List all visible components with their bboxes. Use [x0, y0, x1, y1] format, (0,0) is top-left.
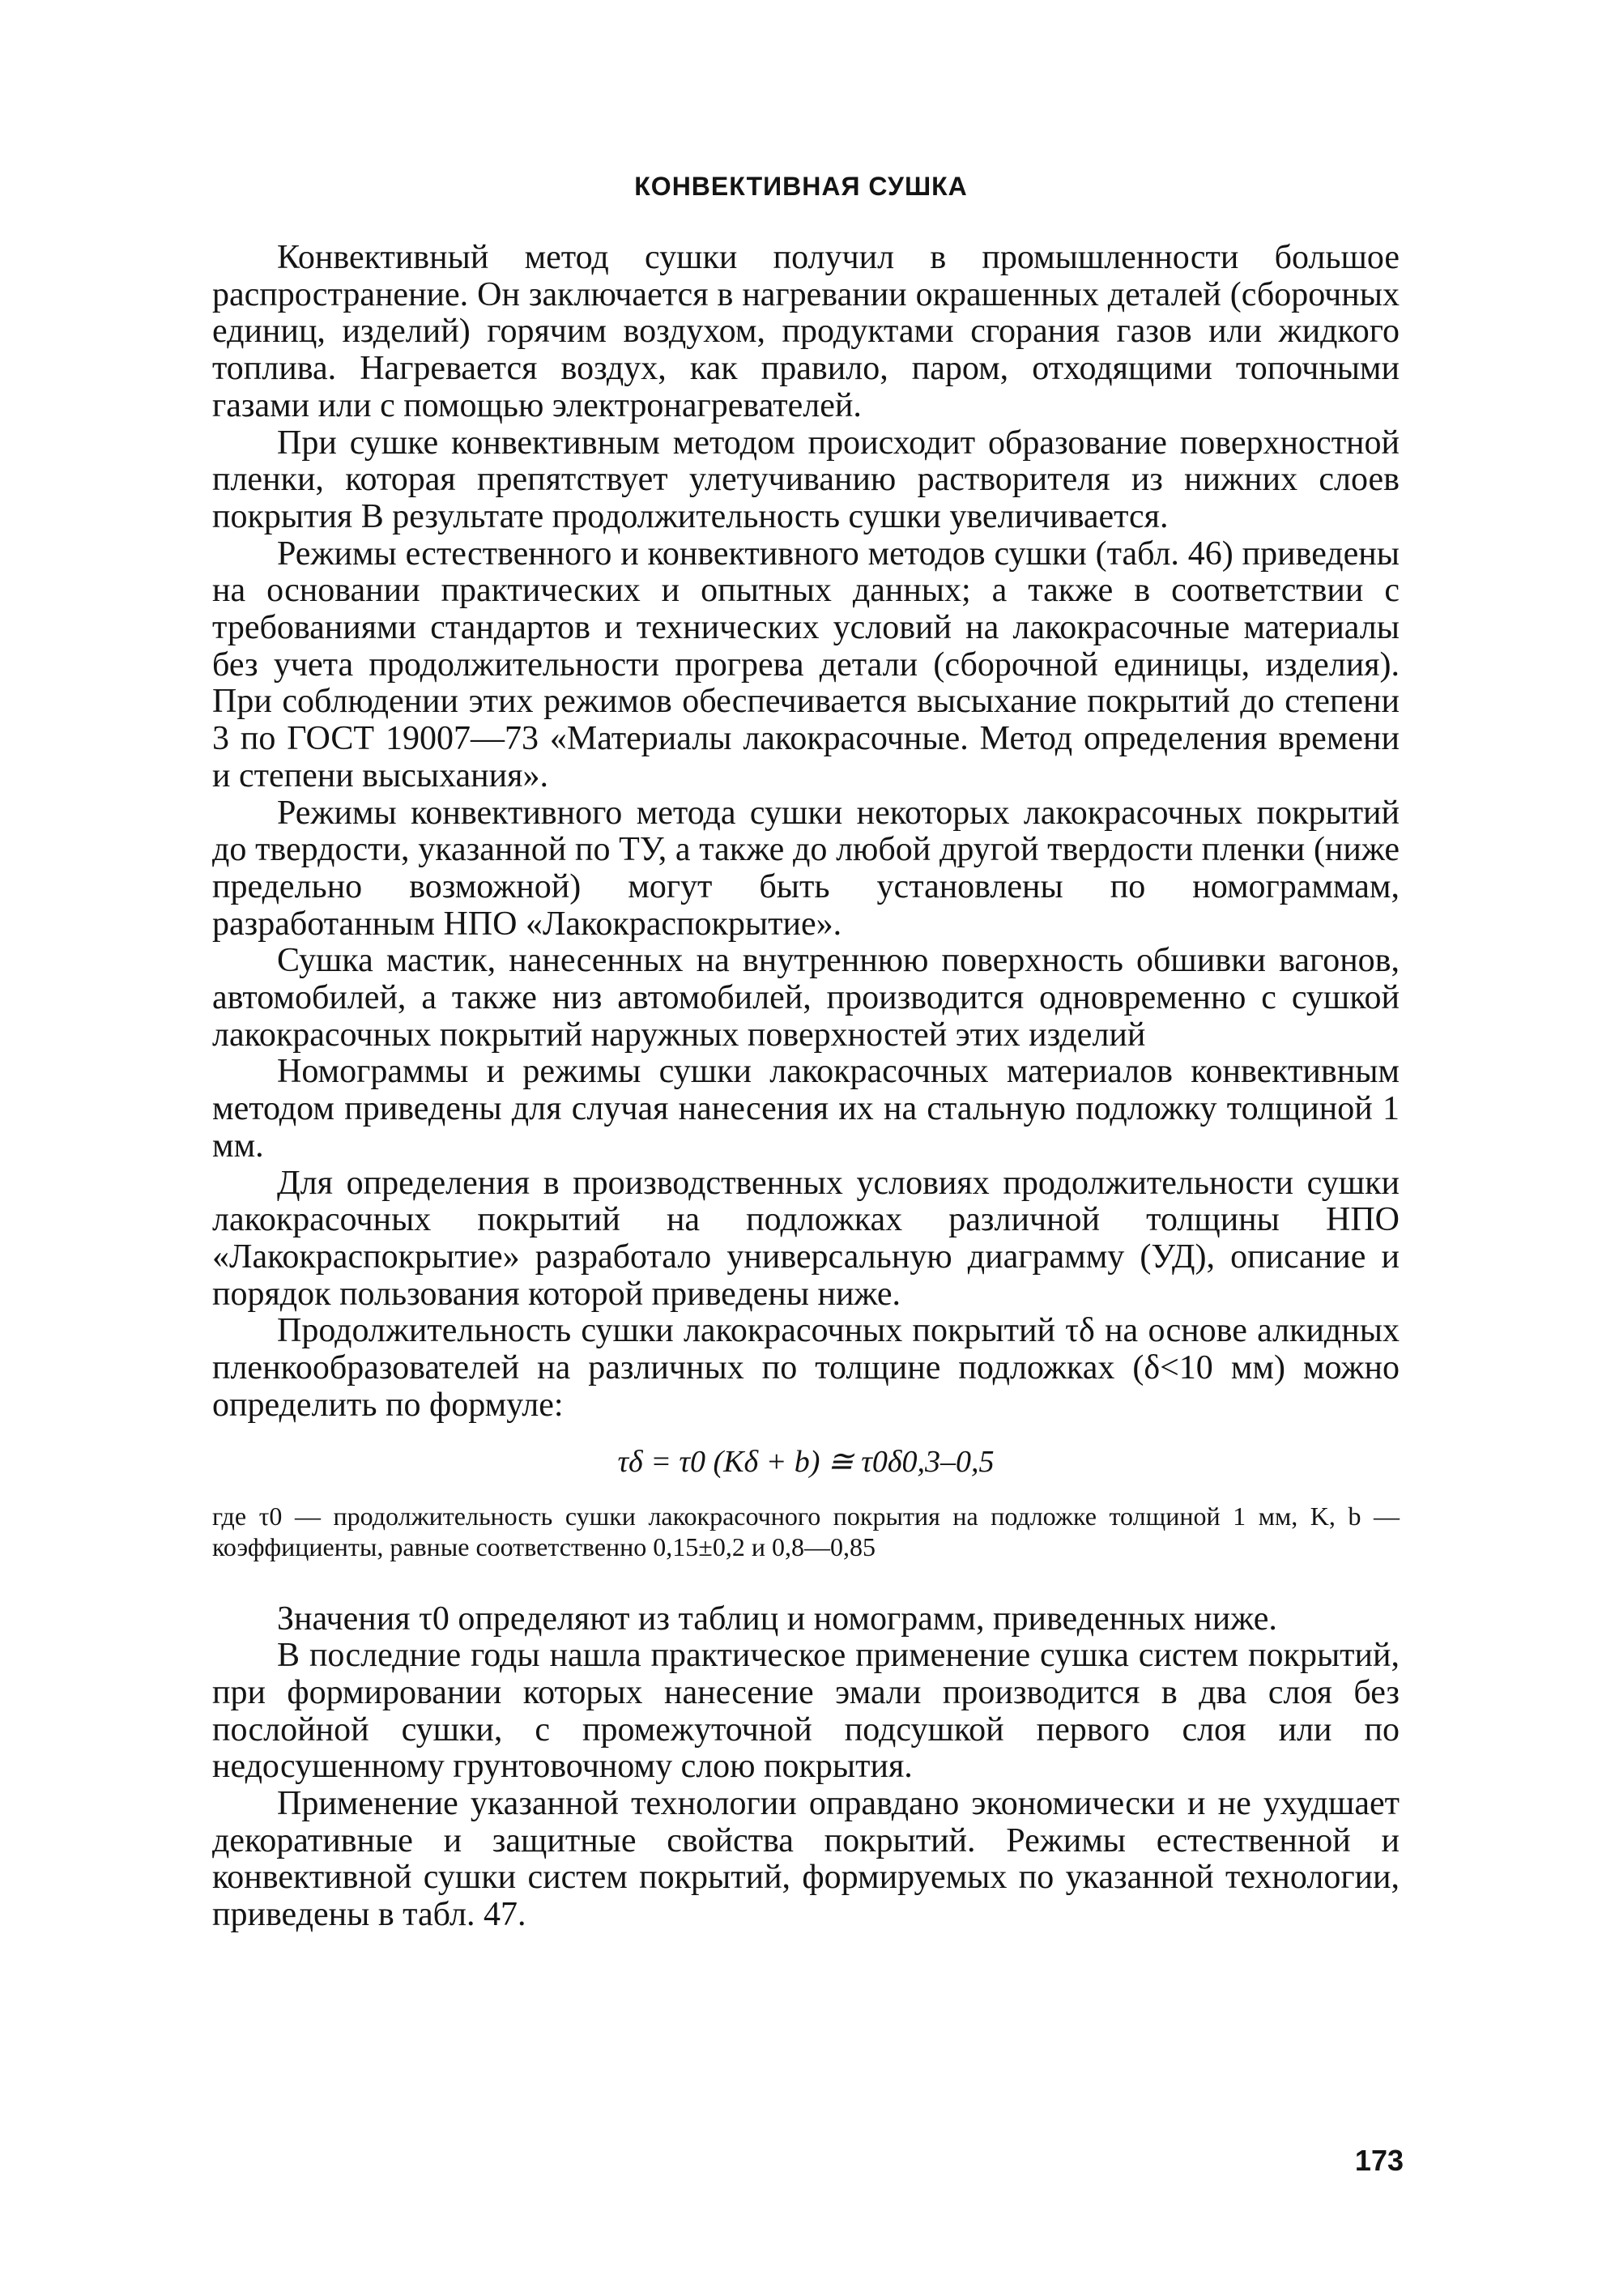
paragraph: Номограммы и режимы сушки лакокрасочных материалов конвективным методом приведены для случая нанесения их на стальную подложку толщиной 1 мм. [212, 1053, 1400, 1165]
paragraph: Конвективный метод сушки получил в промышленности большое распространение. Он заключается в нагревании окрашенных деталей (сборочных единиц, изделий) горячим воздухом, продуктами сгорания газов или жидкого топлива. Нагревается воздух, как правило, паром, отходящими топочными газами или с помощью электронагревателей. [212, 239, 1400, 424]
section-heading: КОНВЕКТИВНАЯ СУШКА [634, 172, 968, 201]
paragraph: Продолжительность сушки лакокрасочных покрытий τδ на основе алкидных пленкообразователей на различных по толщине подложках (δ<10 мм) можно определить по формуле: [212, 1312, 1400, 1424]
paragraph: Для определения в производственных условиях продолжительности сушки лакокрасочных покрытий на подложках различной толщины НПО «Лакокраспокрытие» разработало универсальную диаграмму (УД), описание и порядок пользования которой приведены ниже. [212, 1164, 1400, 1313]
paragraph: Применение указанной технологии оправдано экономически и не ухудшает декоративные и защитные свойства покрытий. Режимы естественной и конвективной сушки систем покрытий, формируемых по указанной технологии, приведены в табл. 47. [212, 1785, 1400, 1934]
paragraph: Сушка мастик, нанесенных на внутреннюю поверхность обшивки вагонов, автомобилей, а также низ автомобилей, производится одновременно с сушкой лакокрасочных покрытий наружных поверхностей этих изделий [212, 942, 1400, 1054]
body-text [212, 240, 1400, 1934]
paragraph: При сушке конвективным методом происходит образование поверхностной пленки, которая препятствует улетучиванию растворителя из нижних слоев покрытия В результате продолжительность сушки увеличивается. [212, 424, 1400, 535]
paragraph: Режимы конвективного метода сушки некоторых лакокрасочных покрытий до твердости, указанной по ТУ, а также до любой другой твердости пленки (ниже предельно возможной) могут быть установлены по номограммам, разработанным НПО «Лакокраспокрытие». [212, 794, 1400, 943]
paragraph: Значения τ0 определяют из таблиц и номограмм, приведенных ниже. [277, 1600, 1277, 1638]
formula-note: где τ0 — продолжительность сушки лакокрасочного покрытия на подложке толщиной 1 мм, K, b — коэффициенты, равные соответственно 0,15±0,2 и 0,8—0,85 [212, 1501, 1400, 1561]
page-number: 173 [1354, 2144, 1404, 2177]
drying-time-formula: τδ = τ0 (Kδ + b) ≅ τ0δ0,3–0,5 [617, 1444, 995, 1479]
paragraph: В последние годы нашла практическое применение сушка систем покрытий, при формировании которых нанесение эмали производится в два слоя без послойной сушки, с промежуточной подсушкой первого слоя или по недосушенному грунтовочному слою покрытия. [212, 1637, 1400, 1786]
paragraph: Режимы естественного и конвективного методов сушки (табл. 46) приведены на основании практических и опытных данных; а также в соответствии с требованиями стандартов и технических условий на лакокрасочные материалы без учета продолжительности прогрева детали (сборочной единицы, изделия). При соблюдении этих режимов обеспечивается высыхание покрытий до степени 3 по ГОСТ 19007—73 «Материалы лакокрасочные. Метод определения времени и степени высыхания». [212, 535, 1400, 794]
